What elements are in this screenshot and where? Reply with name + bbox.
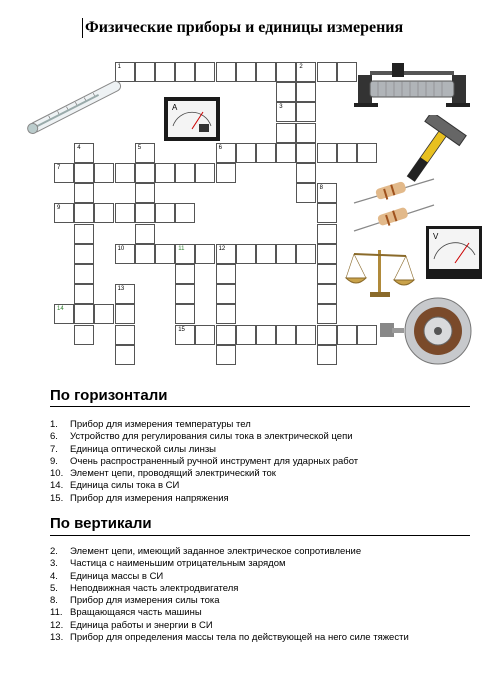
crossword-cell[interactable]: [317, 203, 337, 223]
ammeter-letter: A: [172, 103, 178, 112]
crossword-cell[interactable]: [276, 62, 296, 82]
crossword-cell[interactable]: [74, 244, 94, 264]
crossword-cell[interactable]: [74, 264, 94, 284]
crossword-cell[interactable]: [135, 183, 155, 203]
crossword-cell[interactable]: [115, 304, 135, 324]
crossword-cell[interactable]: [317, 62, 337, 82]
page-title: Физические приборы и единицы измерения: [82, 18, 495, 38]
across-heading: По горизонтали: [50, 387, 168, 404]
crossword-cell[interactable]: [317, 284, 337, 304]
crossword-cell[interactable]: [216, 325, 236, 345]
ammeter-image: [163, 96, 221, 142]
crossword-cell[interactable]: [256, 325, 276, 345]
clue-number: 9.: [50, 455, 58, 467]
crossword-cell[interactable]: [256, 244, 276, 264]
crossword-cell[interactable]: [175, 284, 195, 304]
crossword-cell[interactable]: [317, 325, 337, 345]
cell-number: 15: [178, 326, 185, 333]
crossword-cell[interactable]: [296, 244, 316, 264]
crossword-cell[interactable]: [135, 224, 155, 244]
across-clue: [50, 468, 490, 480]
down-clue: [50, 558, 490, 570]
clue-number: 11.: [50, 607, 63, 619]
crossword-cell[interactable]: [296, 325, 316, 345]
motor-image: [378, 295, 488, 367]
cell-number: 9: [57, 205, 61, 212]
crossword-cell[interactable]: [276, 244, 296, 264]
clue-text: Устройство для регулирования силы тока в электрической цепи: [70, 431, 353, 443]
crossword-cell[interactable]: [195, 325, 215, 345]
crossword-cell[interactable]: [236, 62, 256, 82]
crossword-cell[interactable]: [296, 183, 316, 203]
crossword-cell[interactable]: [195, 163, 215, 183]
crossword-cell[interactable]: [74, 163, 94, 183]
down-heading: По вертикали: [50, 515, 152, 532]
crossword-cell[interactable]: [155, 244, 175, 264]
clue-text: Прибор для определения массы тела по действующей на него силе тяжести: [70, 632, 409, 644]
rheostat-image: [350, 55, 475, 110]
crossword-cell[interactable]: [317, 304, 337, 324]
crossword-cell[interactable]: [74, 203, 94, 223]
crossword-cell[interactable]: [74, 284, 94, 304]
voltmeter-letter: V: [433, 232, 439, 241]
clue-number: 12.: [50, 619, 64, 631]
down-clue: [50, 595, 490, 607]
crossword-cell[interactable]: [74, 304, 94, 324]
crossword-cell[interactable]: [337, 143, 357, 163]
across-clue: [50, 431, 490, 443]
clue-text: Очень распространенный ручной инструмент для ударных работ: [70, 455, 359, 467]
crossword-cell[interactable]: [74, 325, 94, 345]
crossword-cell[interactable]: [317, 264, 337, 284]
crossword-cell[interactable]: [357, 143, 377, 163]
cell-number: 2: [299, 64, 303, 70]
clue-number: 1.: [50, 419, 58, 430]
crossword-cell[interactable]: [317, 244, 337, 264]
down-divider: [50, 535, 470, 536]
crossword-cell[interactable]: [216, 304, 236, 324]
clue-text: Единица массы в СИ: [70, 570, 164, 582]
clue-number: 14.: [50, 480, 64, 492]
crossword-cell[interactable]: [216, 163, 236, 183]
crossword-cell[interactable]: [135, 62, 155, 82]
crossword-cell[interactable]: [256, 143, 276, 163]
cell-number: 11: [178, 245, 185, 252]
crossword-cell[interactable]: [317, 224, 337, 244]
crossword-cell[interactable]: [175, 264, 195, 284]
down-clue: [50, 571, 490, 583]
cell-number: 5: [137, 144, 142, 151]
across-clue: [50, 456, 490, 468]
crossword-cell[interactable]: [155, 62, 175, 82]
clue-text: Элемент цепи, имеющий заданное электрическое сопротивление: [70, 546, 362, 557]
clue-number: 5.: [50, 582, 58, 594]
across-clue: [50, 493, 490, 505]
clue-number: 15.: [50, 492, 64, 504]
crossword-cell[interactable]: [216, 62, 236, 82]
crossword-cell[interactable]: [296, 143, 316, 163]
crossword-cell[interactable]: [155, 203, 175, 223]
crossword-cell[interactable]: [94, 203, 114, 223]
clue-text: Прибор для измерения силы тока: [70, 595, 220, 607]
down-clue-list: [50, 546, 490, 644]
crossword-cell[interactable]: [135, 244, 155, 264]
crossword-cell[interactable]: [155, 163, 175, 183]
crossword-cell[interactable]: [135, 163, 155, 183]
clue-text: Элемент цепи, проводящий электрический ток: [70, 468, 276, 480]
crossword-cell[interactable]: [115, 345, 135, 365]
clue-text: Вращающаяся часть машины: [70, 607, 202, 619]
crossword-cell[interactable]: [74, 224, 94, 244]
thermometer-image: [18, 78, 133, 138]
cell-number: 6: [218, 144, 222, 151]
crossword-cell[interactable]: [115, 203, 135, 223]
clue-number: 2.: [50, 546, 58, 557]
cell-number: 7: [57, 165, 61, 171]
scales-image: [344, 244, 416, 300]
clue-number: 7.: [50, 443, 58, 455]
across-clue: [50, 480, 490, 492]
crossword-cell[interactable]: [276, 123, 296, 143]
across-divider: [50, 406, 470, 407]
crossword-cell[interactable]: [337, 325, 357, 345]
clue-text: Частица с наименьшим отрицательным зарядом: [70, 558, 286, 570]
cell-number: 14: [57, 306, 64, 313]
clue-number: 8.: [50, 595, 58, 607]
crossword-cell[interactable]: [276, 143, 296, 163]
down-clue: [50, 620, 490, 632]
down-clue: [50, 583, 490, 595]
crossword-cell[interactable]: [135, 203, 155, 223]
down-clue: [50, 607, 490, 619]
clue-number: 4.: [50, 570, 58, 582]
crossword-cell[interactable]: [195, 62, 215, 82]
down-clue: [50, 546, 490, 558]
clue-text: Единица работы и энергии в СИ: [70, 619, 213, 631]
crossword-cell[interactable]: [175, 203, 195, 223]
crossword-cell[interactable]: [276, 325, 296, 345]
crossword-cell[interactable]: [276, 82, 296, 102]
crossword-cell[interactable]: [296, 163, 316, 183]
crossword-cell[interactable]: [216, 284, 236, 304]
cell-number: 3: [279, 104, 283, 111]
clue-text: Неподвижная часть электродвигателя: [70, 582, 239, 594]
crossword-cell[interactable]: [115, 325, 135, 345]
clue-number: 10.: [50, 468, 64, 480]
crossword-cell[interactable]: [236, 244, 256, 264]
cell-number: 8: [319, 185, 323, 192]
crossword-cell[interactable]: [256, 62, 276, 82]
clue-number: 3.: [50, 558, 58, 570]
clue-text: Единица силы тока в СИ: [70, 480, 180, 492]
across-clue: [50, 444, 490, 456]
crossword-cell[interactable]: [94, 304, 114, 324]
crossword-cell[interactable]: [357, 325, 377, 345]
clue-text: Прибор для измерения напряжения: [70, 492, 229, 504]
clue-text: Прибор для измерения температуры тел: [70, 419, 251, 430]
voltmeter-image: [425, 225, 483, 280]
crossword-cell[interactable]: [236, 325, 256, 345]
clue-number: 6.: [50, 431, 58, 443]
crossword-cell[interactable]: [236, 143, 256, 163]
cell-number: 12: [218, 245, 226, 252]
cell-number: 13: [117, 286, 125, 293]
crossword-cell[interactable]: [195, 244, 215, 264]
clue-number: 13.: [50, 632, 64, 644]
cell-number: 4: [77, 144, 81, 151]
crossword-cell[interactable]: [216, 345, 236, 365]
crossword-cell[interactable]: [296, 123, 316, 143]
cell-number: 10: [117, 245, 125, 252]
crossword-cell[interactable]: [175, 163, 195, 183]
crossword-cell[interactable]: [175, 304, 195, 324]
crossword-cell[interactable]: [296, 102, 316, 122]
across-clue: [50, 419, 490, 431]
crossword-cell[interactable]: [74, 183, 94, 203]
crossword-cell[interactable]: [317, 143, 337, 163]
crossword-cell[interactable]: [317, 345, 337, 365]
crossword-cell[interactable]: [296, 82, 316, 102]
crossword-cell[interactable]: [175, 62, 195, 82]
clue-text: Единица оптической силы линзы: [70, 443, 217, 455]
crossword-cell[interactable]: [216, 264, 236, 284]
across-clue-list: [50, 419, 490, 505]
crossword-cell[interactable]: [115, 163, 135, 183]
crossword-cell[interactable]: [94, 163, 114, 183]
down-clue: [50, 632, 490, 644]
cell-number: 1: [117, 64, 121, 70]
